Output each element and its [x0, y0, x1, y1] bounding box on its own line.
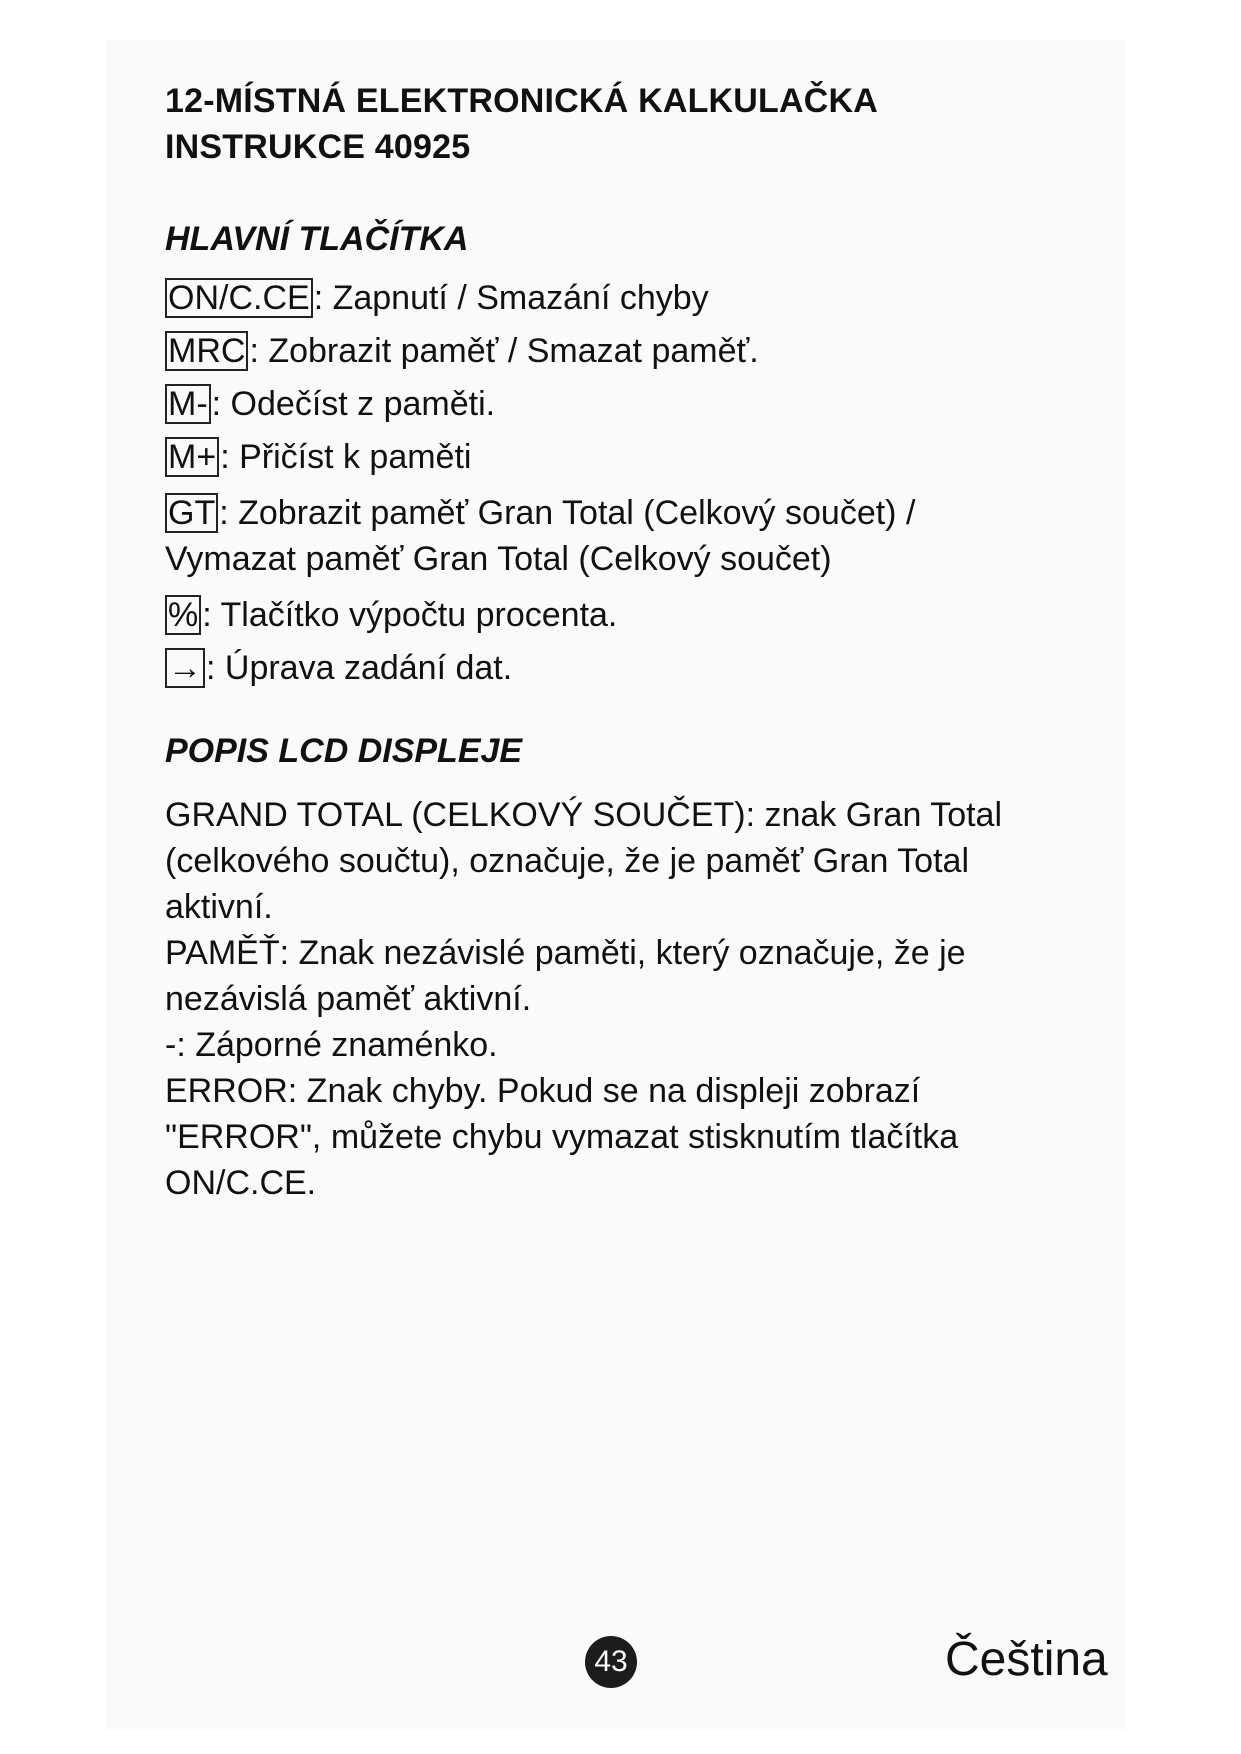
key-description-mrc: : Zobrazit paměť / Smazat paměť.: [249, 332, 759, 370]
key-label-mrc: MRC: [165, 331, 248, 371]
key-label-on-cce: ON/C.CE: [165, 278, 313, 318]
key-description-on-cce: : Zapnutí / Smazání chyby: [313, 279, 709, 317]
keys-section-heading: HLAVNÍ TLAČÍTKA: [165, 220, 469, 258]
lcd-grand-total-paragraph: GRAND TOTAL (CELKOVÝ SOUČET): znak Gran Total (celkového součtu), označuje, že je paměť Gran Total aktivní.: [165, 796, 1003, 926]
keys-list: [165, 278, 1095, 688]
key-item-on-cce: [165, 278, 1095, 318]
key-label-percent: %: [165, 595, 201, 635]
key-description-m-minus: : Odečíst z paměti.: [211, 385, 496, 423]
key-item-arrow: [165, 648, 1095, 688]
key-item-m-plus: [165, 437, 1095, 477]
lcd-section-heading: POPIS LCD DISPLEJE: [165, 732, 523, 770]
lcd-minus-sign-paragraph: -: Záporné znaménko.: [165, 1026, 498, 1064]
title-line-1: 12-MÍSTNÁ ELEKTRONICKÁ KALKULAČKA: [165, 82, 879, 120]
page-number-badge: 43: [585, 1636, 637, 1688]
key-description-arrow: : Úprava zadání dat.: [206, 649, 513, 687]
key-item-gt: [165, 490, 925, 582]
lcd-error-paragraph: ERROR: Znak chyby. Pokud se na displeji zobrazí "ERROR", můžete chybu vymazat stisknutím tlačítka ON/C.CE.: [165, 1072, 959, 1202]
key-description-m-plus: : Přičíst k paměti: [220, 438, 472, 476]
key-description-gt: : Zobrazit paměť Gran Total (Celkový součet) / Vymazat paměť Gran Total (Celkový součet): [165, 494, 916, 578]
lcd-memory-paragraph: PAMĚŤ: Znak nezávislé paměti, který označuje, že je nezávislá paměť aktivní.: [165, 934, 966, 1018]
key-description-percent: : Tlačítko výpočtu procenta.: [202, 596, 618, 634]
key-item-m-minus: [165, 384, 1095, 424]
document-title: [165, 78, 1095, 170]
key-label-m-minus: M-: [165, 384, 211, 424]
key-label-arrow: →: [165, 648, 205, 688]
footer-language-label: Čeština: [945, 1633, 1108, 1686]
title-line-2: INSTRUKCE 40925: [165, 128, 471, 166]
key-label-gt: GT: [165, 493, 218, 533]
lcd-description-list: [165, 792, 1075, 1206]
key-item-mrc: [165, 331, 1095, 371]
document-content: [165, 78, 1095, 1206]
key-label-m-plus: M+: [165, 437, 219, 477]
key-item-percent: [165, 595, 1095, 635]
